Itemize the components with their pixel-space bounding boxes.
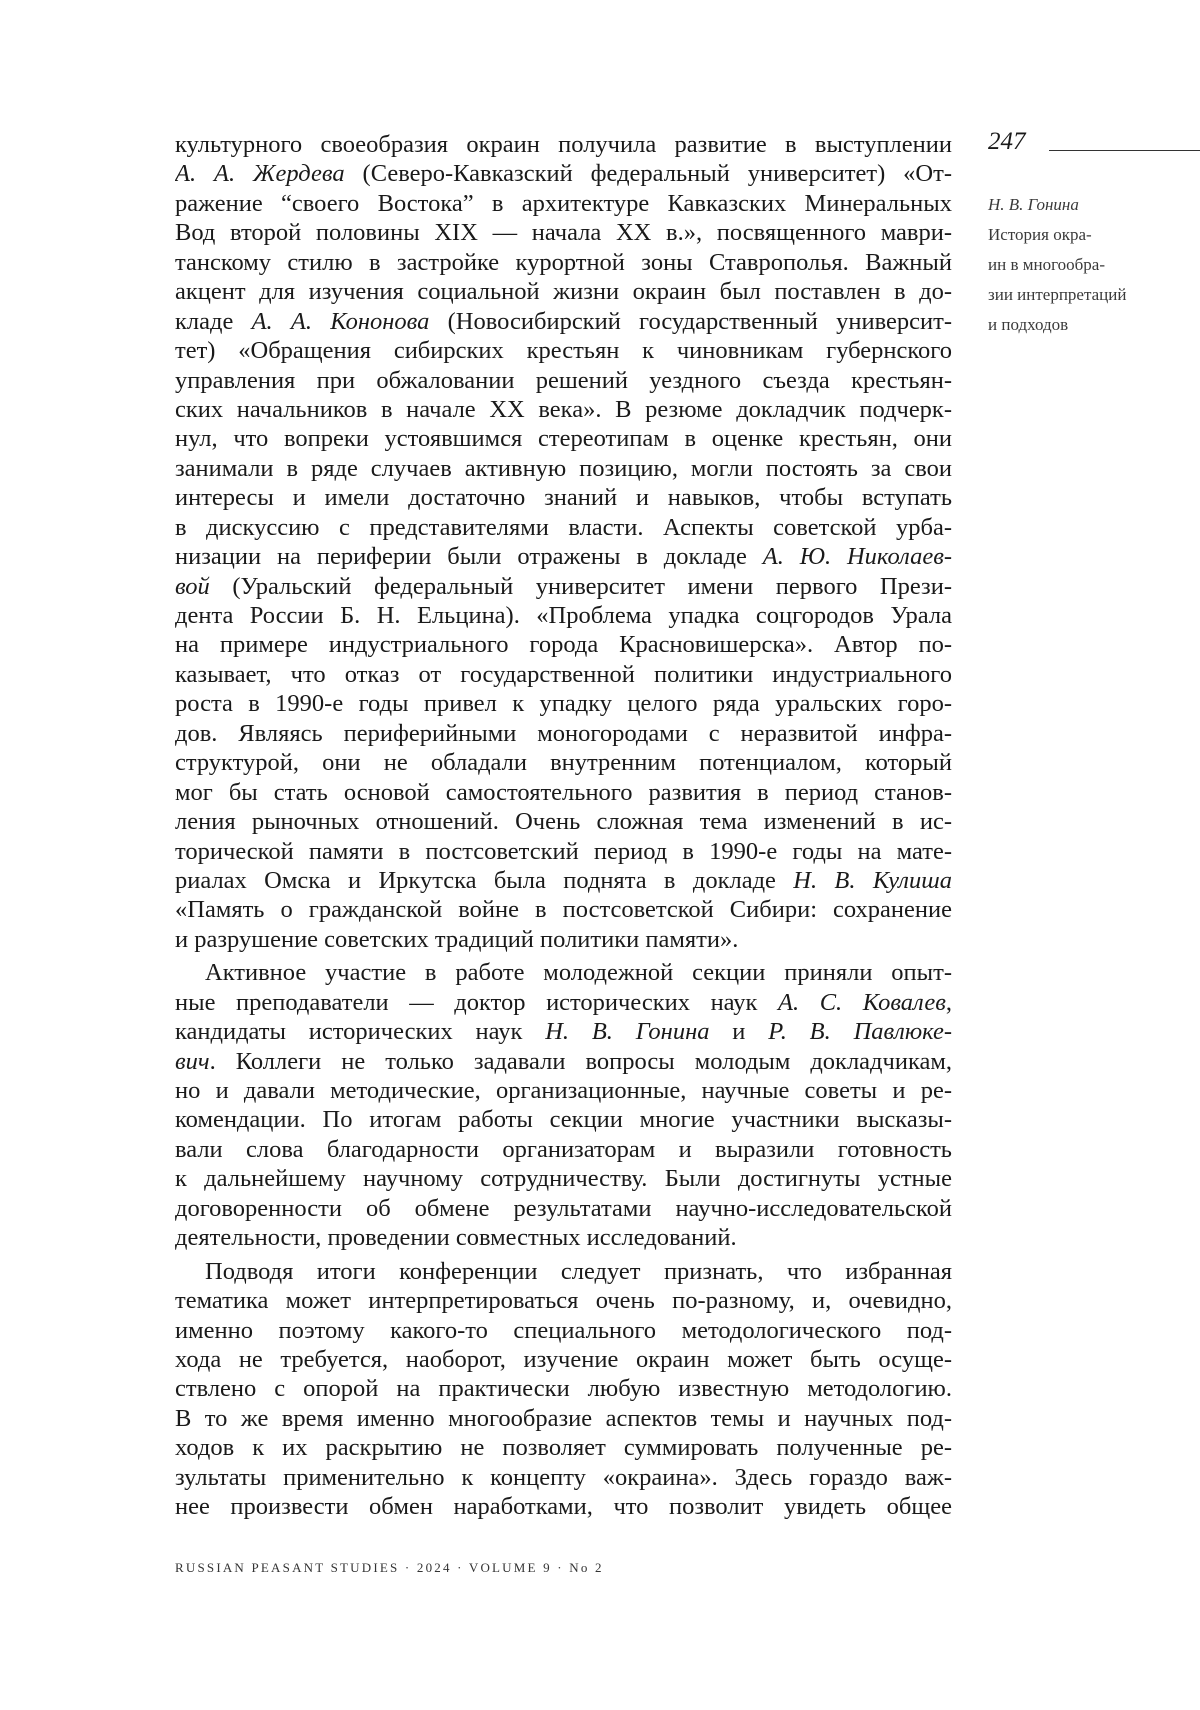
- sidenote-title-line: ин в многообра-: [988, 255, 1105, 274]
- text-run: Вод второй половины XIX — начала XX в.», посвященного маври-: [175, 219, 952, 247]
- sidenote-title-line: зии интерпретаций: [988, 285, 1127, 304]
- paragraph: [175, 958, 952, 1252]
- text-run: мог бы стать основой самостоятельного развития в период станов-: [175, 778, 952, 806]
- text-line: [175, 837, 952, 866]
- italic-name: А. С. Ковалев: [778, 988, 946, 1016]
- text-run: ,: [945, 988, 952, 1016]
- italic-name: вич: [175, 1047, 210, 1075]
- text-line: [175, 1433, 952, 1462]
- text-line: [175, 1492, 952, 1521]
- running-head-sidenote: [988, 190, 1198, 340]
- text-line: [175, 925, 952, 954]
- text-line: [175, 1316, 952, 1345]
- italic-name: вой: [175, 572, 210, 600]
- text-line: [175, 542, 952, 571]
- text-run: управления при обжаловании решений уездного съезда крестьян-: [175, 366, 952, 394]
- text-run: занимали в ряде случаев активную позицию, могли постоять за свои: [175, 454, 952, 482]
- text-run: ствлено с опорой на практически любую известную методологию.: [175, 1375, 952, 1403]
- text-run: культурного своеобразия окраин получила развитие в выступлении: [175, 131, 952, 158]
- text-line: [175, 866, 952, 895]
- text-run: танскому стилю в застройке курортной зоны Ставрополья. Важный: [175, 248, 952, 276]
- text-line: [175, 218, 952, 247]
- text-line: [175, 454, 952, 483]
- text-line: [175, 1463, 952, 1492]
- text-run: торической памяти в постсоветский период в 1990-е годы на мате-: [175, 837, 952, 865]
- text-run: тет) «Обращения сибирских крестьян к чиновникам губернского: [175, 337, 952, 365]
- text-line: [175, 483, 952, 512]
- text-run: структурой, они не обладали внутренним потенциалом, который: [175, 749, 952, 777]
- italic-name: А. А. Кононова: [251, 307, 430, 335]
- text-run: ражение “своего Востока” в архитектуре Кавказских Минеральных: [175, 189, 952, 217]
- italic-name: А. Ю. Николаев-: [762, 543, 952, 571]
- text-line: [175, 1105, 952, 1134]
- text-run: к дальнейшему научному сотрудничеству. Были достигнуты устные: [175, 1165, 952, 1193]
- text-run: хода не требуется, наоборот, изучение окраин может быть осуще-: [175, 1345, 952, 1373]
- text-run: договоренности об обмене результатами научно-исследовательской: [175, 1194, 952, 1222]
- text-run: интересы и имели достаточно знаний и навыков, чтобы вступать: [175, 484, 952, 512]
- text-line: [175, 1047, 952, 1076]
- text-line: [175, 513, 952, 542]
- text-line: [175, 988, 952, 1017]
- italic-name: Н. В. Кулиша: [793, 866, 952, 894]
- text-line: [175, 1194, 952, 1223]
- text-run: дов. Являясь периферийными моногородами с неразвитой инфра-: [175, 719, 952, 747]
- body-text: [175, 130, 952, 1526]
- paragraph: [175, 1257, 952, 1522]
- text-run: кладе: [175, 307, 252, 335]
- text-run: риалах Омска и Иркутска была поднята в докладе: [175, 866, 794, 894]
- text-run: кандидаты исторических наук: [175, 1018, 546, 1046]
- text-line: [175, 424, 952, 453]
- sidenote-title-line: и подходов: [988, 315, 1069, 334]
- text-run: казывает, что отказ от государственной политики индустриального: [175, 660, 952, 688]
- text-line: [175, 366, 952, 395]
- text-run: низации на периферии были отражены в докладе: [175, 543, 763, 571]
- text-line: [175, 1286, 952, 1315]
- text-run: (Северо-Кавказский федеральный университет) «От-: [344, 160, 952, 188]
- text-line: [175, 660, 952, 689]
- text-run: именно поэтому какого-то специального методологического под-: [175, 1316, 952, 1344]
- text-run: вали слова благодарности организаторам и выразили готовность: [175, 1135, 952, 1163]
- text-line: [175, 159, 952, 188]
- text-run: в дискуссию с представителями власти. Аспекты советской урба-: [175, 513, 952, 541]
- text-run: ходов к их раскрытию не позволяет суммировать полученные ре-: [175, 1434, 952, 1462]
- text-run: акцент для изучения социальной жизни окраин был поставлен в до-: [175, 278, 952, 306]
- text-run: и разрушение советских традиций политики памяти».: [175, 925, 739, 953]
- italic-name: А. А. Жердева: [175, 160, 345, 188]
- sidenote-title-line: История окра-: [988, 225, 1092, 244]
- text-line: [175, 1076, 952, 1105]
- text-line: [175, 689, 952, 718]
- text-run: нул, что вопреки устоявшимся стереотипам в оценке крестьян, они: [175, 425, 952, 453]
- text-line: [175, 130, 952, 159]
- text-run: ления рыночных отношений. Очень сложная тема изменений в ис-: [175, 808, 952, 836]
- text-run: Активное участие в работе молодежной секции приняли опыт-: [205, 959, 952, 987]
- text-run: и: [709, 1018, 769, 1046]
- text-line: [175, 1017, 952, 1046]
- text-run: комендации. По итогам работы секции многие участники высказы-: [175, 1106, 952, 1134]
- text-line: [175, 395, 952, 424]
- text-line: [175, 572, 952, 601]
- text-run: нее произвести обмен наработками, что позволит увидеть общее: [175, 1493, 952, 1521]
- text-line: [175, 807, 952, 836]
- text-run: «Память о гражданской войне в постсоветской Сибири: сохранение: [175, 896, 952, 924]
- text-run: (Уральский федеральный университет имени первого Прези-: [209, 572, 952, 600]
- text-line: [175, 307, 952, 336]
- text-line: [175, 1135, 952, 1164]
- text-line: [175, 1257, 952, 1286]
- text-line: [175, 778, 952, 807]
- text-run: на примере индустриального города Красновишерска». Автор по-: [175, 631, 952, 659]
- sidenote-author: Н. В. Гонина: [988, 195, 1079, 214]
- text-run: дента России Б. Н. Ельцина). «Проблема упадка соцгородов Урала: [175, 602, 952, 629]
- text-run: но и давали методические, организационные, научные советы и ре-: [175, 1077, 952, 1104]
- text-run: Подводя итоги конференции следует признать, что избранная: [205, 1257, 952, 1285]
- text-line: [175, 958, 952, 987]
- text-line: [175, 277, 952, 306]
- text-run: (Новосибирский государственный университ-: [429, 307, 952, 335]
- text-run: зультаты применительно к концепту «окраина». Здесь гораздо важ-: [175, 1463, 952, 1491]
- paragraph: [175, 130, 952, 954]
- text-line: [175, 895, 952, 924]
- text-line: [175, 748, 952, 777]
- text-line: [175, 1345, 952, 1374]
- text-run: . Коллеги не только задавали вопросы молодым докладчикам,: [209, 1047, 952, 1075]
- text-line: [175, 248, 952, 277]
- text-line: [175, 601, 952, 630]
- text-line: [175, 719, 952, 748]
- text-line: [175, 1404, 952, 1433]
- text-line: [175, 336, 952, 365]
- text-line: [175, 1374, 952, 1403]
- text-line: [175, 189, 952, 218]
- text-line: [175, 630, 952, 659]
- italic-name: Р. В. Павлюке-: [768, 1018, 952, 1046]
- text-run: В то же время именно многообразие аспектов темы и научных под-: [175, 1404, 952, 1432]
- text-line: [175, 1164, 952, 1193]
- text-run: деятельности, проведении совместных исследований.: [175, 1224, 737, 1252]
- header-rule: [1049, 150, 1200, 151]
- text-run: роста в 1990-е годы привел к упадку целого ряда уральских горо-: [175, 690, 952, 718]
- journal-footer: RUSSIAN PEASANT STUDIES · 2024 · VOLUME 9 · No 2: [175, 1560, 604, 1575]
- page-number: 247: [988, 128, 1026, 155]
- italic-name: Н. В. Гонина: [545, 1018, 710, 1046]
- text-run: ные преподаватели — доктор исторических наук: [175, 988, 779, 1016]
- text-run: ских начальников в начале XX века». В резюме докладчик подчерк-: [175, 395, 952, 423]
- text-line: [175, 1223, 952, 1252]
- text-run: тематика может интерпретироваться очень по-разному, и, очевидно,: [175, 1287, 952, 1315]
